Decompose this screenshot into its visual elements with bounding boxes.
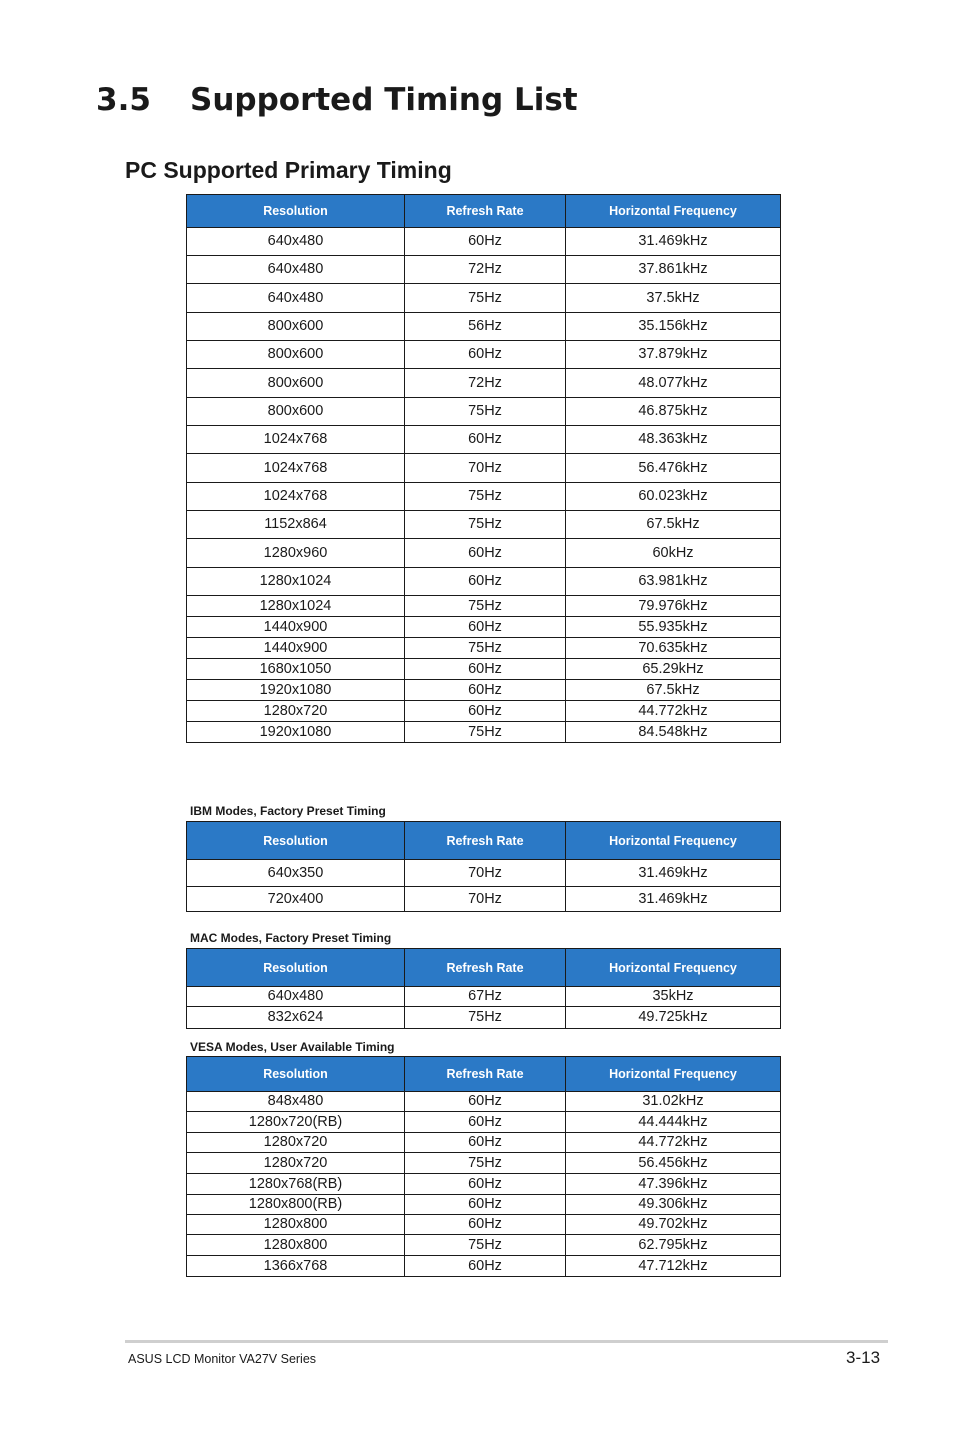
table-header-row (187, 1057, 781, 1092)
cell-refresh-rate: 75Hz (405, 722, 566, 743)
column-header-horizontal-frequency: Horizontal Frequency (566, 949, 781, 987)
cell-refresh-rate: 75Hz (405, 511, 566, 539)
table-header-row (187, 822, 781, 860)
column-header-refresh-rate: Refresh Rate (405, 949, 566, 987)
cell-resolution: 1280x720 (187, 1133, 405, 1153)
cell-horizontal-frequency: 35.156kHz (566, 313, 781, 341)
ibm-table-caption: IBM Modes, Factory Preset Timing (190, 804, 386, 818)
cell-resolution: 640x480 (187, 987, 405, 1007)
cell-resolution: 1024x768 (187, 454, 405, 483)
cell-resolution: 640x350 (187, 860, 405, 887)
cell-refresh-rate: 70Hz (405, 860, 566, 887)
cell-horizontal-frequency: 35kHz (566, 987, 781, 1007)
pc-timing-table (186, 194, 781, 743)
column-header-resolution: Resolution (187, 195, 405, 228)
footer-divider (125, 1340, 888, 1343)
cell-resolution: 1280x960 (187, 539, 405, 568)
table-row (187, 860, 781, 887)
cell-horizontal-frequency: 48.363kHz (566, 426, 781, 454)
table-row (187, 313, 781, 341)
column-header-resolution: Resolution (187, 949, 405, 987)
table-row (187, 987, 781, 1007)
cell-refresh-rate: 60Hz (405, 568, 566, 596)
cell-horizontal-frequency: 49.725kHz (566, 1007, 781, 1029)
cell-resolution: 640x480 (187, 228, 405, 256)
cell-refresh-rate: 75Hz (405, 483, 566, 511)
page-title: Supported Timing List (190, 82, 578, 118)
cell-resolution: 1152x864 (187, 511, 405, 539)
cell-refresh-rate: 60Hz (405, 1133, 566, 1153)
table-header-row (187, 195, 781, 228)
cell-resolution: 1280x720 (187, 1153, 405, 1174)
table-row (187, 369, 781, 398)
table-row (187, 722, 781, 743)
cell-resolution: 800x600 (187, 369, 405, 398)
cell-horizontal-frequency: 67.5kHz (566, 680, 781, 701)
table-row (187, 539, 781, 568)
footer-product-name: ASUS LCD Monitor VA27V Series (128, 1352, 317, 1366)
table-row (187, 1007, 781, 1029)
cell-resolution: 832x624 (187, 1007, 405, 1029)
table-row (187, 680, 781, 701)
cell-horizontal-frequency: 44.444kHz (566, 1112, 781, 1133)
column-header-refresh-rate: Refresh Rate (405, 1057, 566, 1092)
cell-refresh-rate: 60Hz (405, 659, 566, 680)
cell-horizontal-frequency: 60kHz (566, 539, 781, 568)
cell-refresh-rate: 75Hz (405, 638, 566, 659)
table-row (187, 1215, 781, 1235)
cell-horizontal-frequency: 63.981kHz (566, 568, 781, 596)
column-header-resolution: Resolution (187, 822, 405, 860)
cell-horizontal-frequency: 31.02kHz (566, 1092, 781, 1112)
cell-refresh-rate: 75Hz (405, 398, 566, 426)
table-row (187, 638, 781, 659)
vesa-table-caption: VESA Modes, User Available Timing (190, 1040, 395, 1054)
cell-horizontal-frequency: 49.306kHz (566, 1195, 781, 1215)
section-number: 3.5 (96, 82, 151, 118)
cell-horizontal-frequency: 31.469kHz (566, 228, 781, 256)
cell-horizontal-frequency: 55.935kHz (566, 617, 781, 638)
table-row (187, 284, 781, 313)
cell-horizontal-frequency: 31.469kHz (566, 887, 781, 912)
cell-resolution: 640x480 (187, 284, 405, 313)
cell-horizontal-frequency: 47.712kHz (566, 1256, 781, 1277)
cell-refresh-rate: 60Hz (405, 1112, 566, 1133)
cell-resolution: 1280x800(RB) (187, 1195, 405, 1215)
cell-resolution: 1680x1050 (187, 659, 405, 680)
cell-resolution: 1920x1080 (187, 722, 405, 743)
table-row (187, 256, 781, 284)
column-header-horizontal-frequency: Horizontal Frequency (566, 195, 781, 228)
cell-resolution: 1024x768 (187, 483, 405, 511)
table-row (187, 1112, 781, 1133)
table-row (187, 617, 781, 638)
column-header-horizontal-frequency: Horizontal Frequency (566, 822, 781, 860)
cell-horizontal-frequency: 37.861kHz (566, 256, 781, 284)
cell-refresh-rate: 60Hz (405, 1215, 566, 1235)
cell-horizontal-frequency: 31.469kHz (566, 860, 781, 887)
cell-refresh-rate: 75Hz (405, 1153, 566, 1174)
cell-refresh-rate: 60Hz (405, 701, 566, 722)
cell-horizontal-frequency: 44.772kHz (566, 1133, 781, 1153)
cell-refresh-rate: 75Hz (405, 284, 566, 313)
column-header-resolution: Resolution (187, 1057, 405, 1092)
cell-horizontal-frequency: 37.879kHz (566, 341, 781, 369)
cell-horizontal-frequency: 56.476kHz (566, 454, 781, 483)
section-subtitle: PC Supported Primary Timing (125, 157, 452, 183)
table-row (187, 511, 781, 539)
table-row (187, 1153, 781, 1174)
mac-timing-table (186, 948, 781, 1029)
cell-resolution: 640x480 (187, 256, 405, 284)
cell-resolution: 800x600 (187, 341, 405, 369)
cell-horizontal-frequency: 44.772kHz (566, 701, 781, 722)
table-row (187, 454, 781, 483)
table-row (187, 659, 781, 680)
cell-refresh-rate: 56Hz (405, 313, 566, 341)
cell-horizontal-frequency: 49.702kHz (566, 1215, 781, 1235)
cell-refresh-rate: 70Hz (405, 887, 566, 912)
cell-refresh-rate: 75Hz (405, 1235, 566, 1256)
cell-refresh-rate: 60Hz (405, 680, 566, 701)
cell-horizontal-frequency: 48.077kHz (566, 369, 781, 398)
cell-refresh-rate: 72Hz (405, 256, 566, 284)
cell-resolution: 1280x720 (187, 701, 405, 722)
table-row (187, 341, 781, 369)
cell-resolution: 800x600 (187, 313, 405, 341)
cell-horizontal-frequency: 37.5kHz (566, 284, 781, 313)
cell-resolution: 1440x900 (187, 617, 405, 638)
table-row (187, 228, 781, 256)
cell-horizontal-frequency: 56.456kHz (566, 1153, 781, 1174)
table-row (187, 1174, 781, 1195)
cell-refresh-rate: 70Hz (405, 454, 566, 483)
cell-refresh-rate: 60Hz (405, 1174, 566, 1195)
cell-resolution: 1024x768 (187, 426, 405, 454)
table-row (187, 887, 781, 912)
table-row (187, 1235, 781, 1256)
cell-resolution: 1280x800 (187, 1215, 405, 1235)
cell-refresh-rate: 75Hz (405, 1007, 566, 1029)
table-row (187, 568, 781, 596)
ibm-timing-table (186, 821, 781, 912)
vesa-timing-table (186, 1056, 781, 1277)
cell-refresh-rate: 60Hz (405, 1092, 566, 1112)
cell-horizontal-frequency: 70.635kHz (566, 638, 781, 659)
table-row (187, 1256, 781, 1277)
cell-resolution: 848x480 (187, 1092, 405, 1112)
cell-refresh-rate: 72Hz (405, 369, 566, 398)
cell-refresh-rate: 75Hz (405, 596, 566, 617)
column-header-refresh-rate: Refresh Rate (405, 822, 566, 860)
cell-refresh-rate: 60Hz (405, 426, 566, 454)
page-number: 3-13 (846, 1348, 881, 1367)
cell-resolution: 720x400 (187, 887, 405, 912)
cell-horizontal-frequency: 65.29kHz (566, 659, 781, 680)
table-row (187, 426, 781, 454)
cell-resolution: 1280x720(RB) (187, 1112, 405, 1133)
cell-horizontal-frequency: 46.875kHz (566, 398, 781, 426)
cell-horizontal-frequency: 60.023kHz (566, 483, 781, 511)
cell-horizontal-frequency: 84.548kHz (566, 722, 781, 743)
cell-resolution: 1280x800 (187, 1235, 405, 1256)
cell-resolution: 1280x768(RB) (187, 1174, 405, 1195)
cell-horizontal-frequency: 67.5kHz (566, 511, 781, 539)
table-header-row (187, 949, 781, 987)
cell-horizontal-frequency: 47.396kHz (566, 1174, 781, 1195)
cell-refresh-rate: 67Hz (405, 987, 566, 1007)
cell-refresh-rate: 60Hz (405, 341, 566, 369)
column-header-horizontal-frequency: Horizontal Frequency (566, 1057, 781, 1092)
cell-refresh-rate: 60Hz (405, 539, 566, 568)
column-header-refresh-rate: Refresh Rate (405, 195, 566, 228)
cell-horizontal-frequency: 62.795kHz (566, 1235, 781, 1256)
cell-resolution: 800x600 (187, 398, 405, 426)
cell-resolution: 1440x900 (187, 638, 405, 659)
cell-refresh-rate: 60Hz (405, 617, 566, 638)
table-row (187, 701, 781, 722)
table-row (187, 1133, 781, 1153)
table-row (187, 1092, 781, 1112)
mac-table-caption: MAC Modes, Factory Preset Timing (190, 931, 392, 945)
table-row (187, 483, 781, 511)
cell-resolution: 1280x1024 (187, 596, 405, 617)
cell-resolution: 1366x768 (187, 1256, 405, 1277)
cell-horizontal-frequency: 79.976kHz (566, 596, 781, 617)
table-row (187, 1195, 781, 1215)
cell-refresh-rate: 60Hz (405, 1195, 566, 1215)
cell-resolution: 1280x1024 (187, 568, 405, 596)
cell-resolution: 1920x1080 (187, 680, 405, 701)
table-row (187, 398, 781, 426)
cell-refresh-rate: 60Hz (405, 228, 566, 256)
table-row (187, 596, 781, 617)
cell-refresh-rate: 60Hz (405, 1256, 566, 1277)
